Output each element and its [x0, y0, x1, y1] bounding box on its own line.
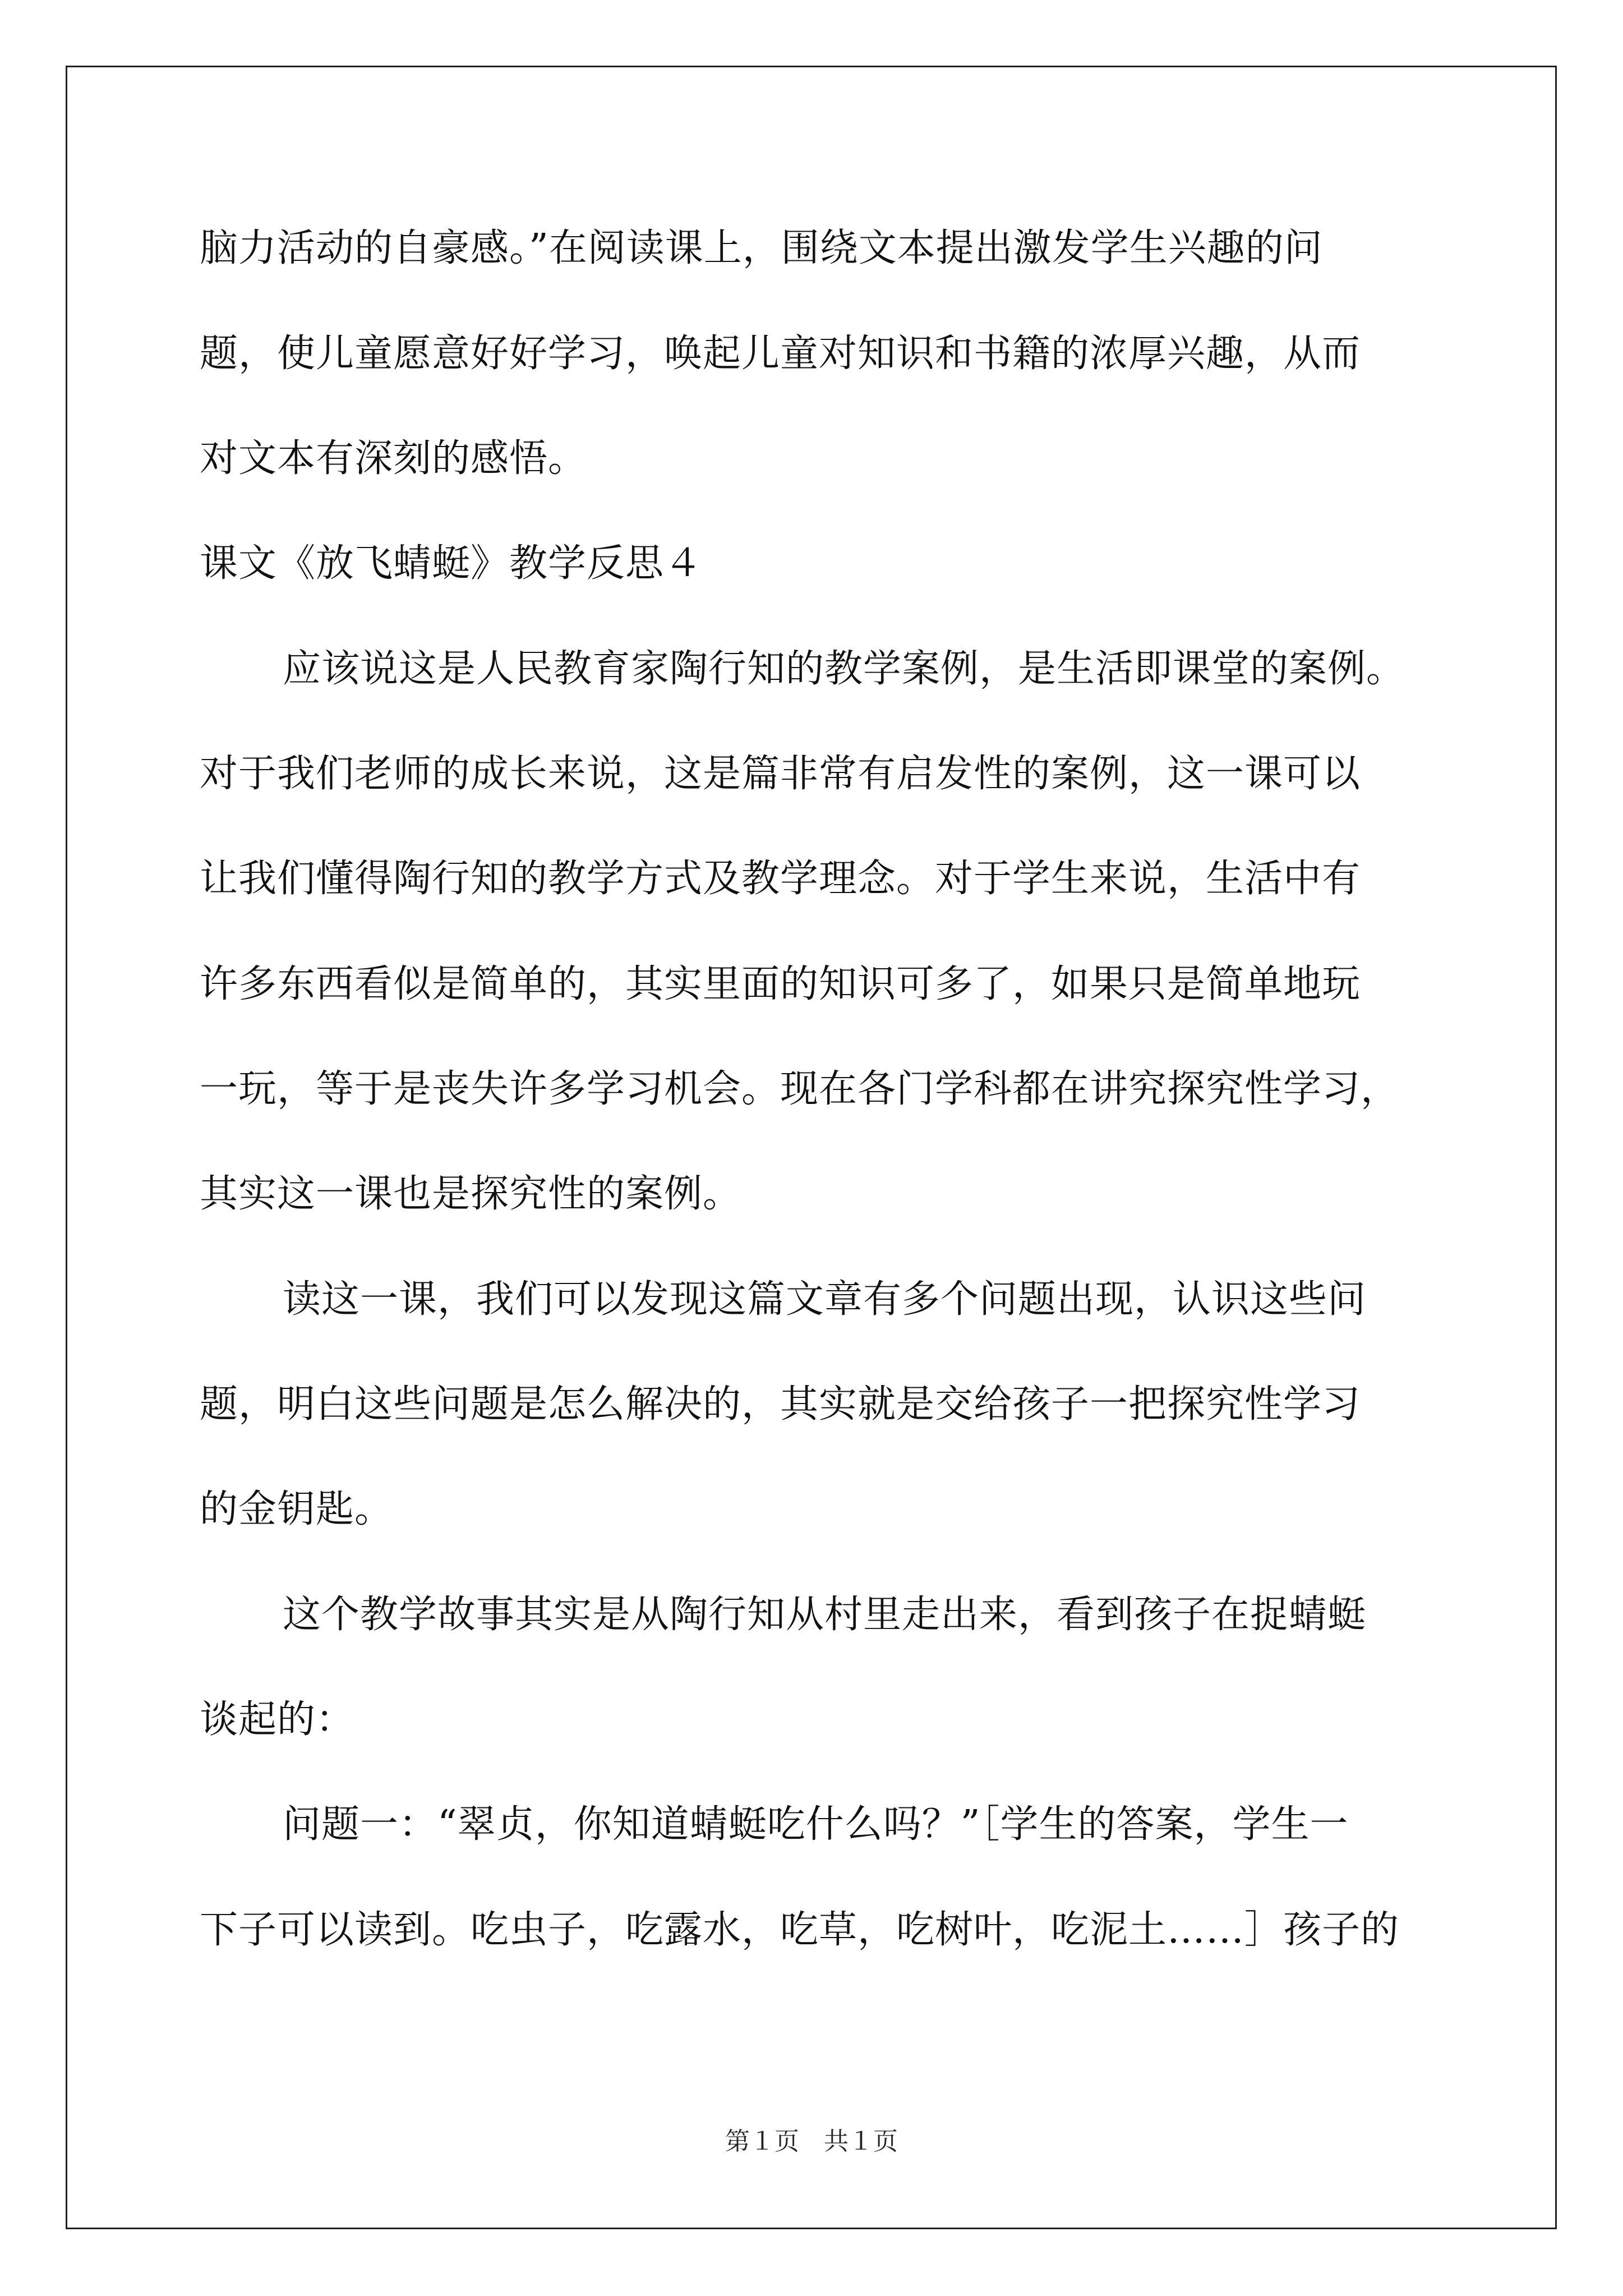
page-footer: 第１页 共１页 — [725, 2127, 898, 2156]
paragraph-4-line-1: 这个教学故事其实是从陶行知从村里走出来，看到孩子在捉蜻蜓 — [283, 1593, 1367, 1637]
paragraph-5-line-1: 问题一：“翠贞，你知道蜻蜓吃什么吗？”［学生的答案，学生一 — [283, 1802, 1349, 1847]
paragraph-2-line-3: 让我们懂得陶行知的教学方式及教学理念。对于学生来说，生活中有 — [200, 857, 1361, 901]
paragraph-4-line-2: 谈起的： — [200, 1697, 355, 1742]
paragraph-2-line-5: 一玩，等于是丧失许多学习机会。现在各门学科都在讲究探究性学习， — [200, 1067, 1400, 1111]
paragraph-2-line-2: 对于我们老师的成长来说，这是篇非常有启发性的案例，这一课可以 — [200, 752, 1361, 796]
paragraph-1-line-1: 脑力活动的自豪感。”在阅读课上，围绕文本提出激发学生兴趣的问 — [200, 226, 1323, 270]
paragraph-5-line-2: 下子可以读到。吃虫子，吃露水，吃草，吃树叶，吃泥土……］孩子的 — [200, 1908, 1400, 1952]
paragraph-1-line-3: 对文本有深刻的感悟。 — [200, 436, 587, 481]
section-heading: 课文《放飞蜻蜓》教学反思４ — [200, 541, 703, 586]
paragraph-2-line-4: 许多东西看似是简单的，其实里面的知识可多了，如果只是简单地玩 — [200, 962, 1361, 1006]
paragraph-1-line-2: 题，使儿童愿意好好学习，唤起儿童对知识和书籍的浓厚兴趣，从而 — [200, 332, 1361, 376]
page-border — [66, 66, 1557, 2229]
paragraph-3-line-1: 读这一课，我们可以发现这篇文章有多个问题出现，认识这些问 — [283, 1277, 1367, 1322]
paragraph-3-line-3: 的金钥匙。 — [200, 1487, 394, 1531]
paragraph-3-line-2: 题，明白这些问题是怎么解决的，其实就是交给孩子一把探究性学习 — [200, 1382, 1361, 1427]
paragraph-2-line-6: 其实这一课也是探究性的案例。 — [200, 1172, 742, 1216]
paragraph-2-line-1: 应该说这是人民教育家陶行知的教学案例，是生活即课堂的案例。 — [283, 647, 1405, 691]
